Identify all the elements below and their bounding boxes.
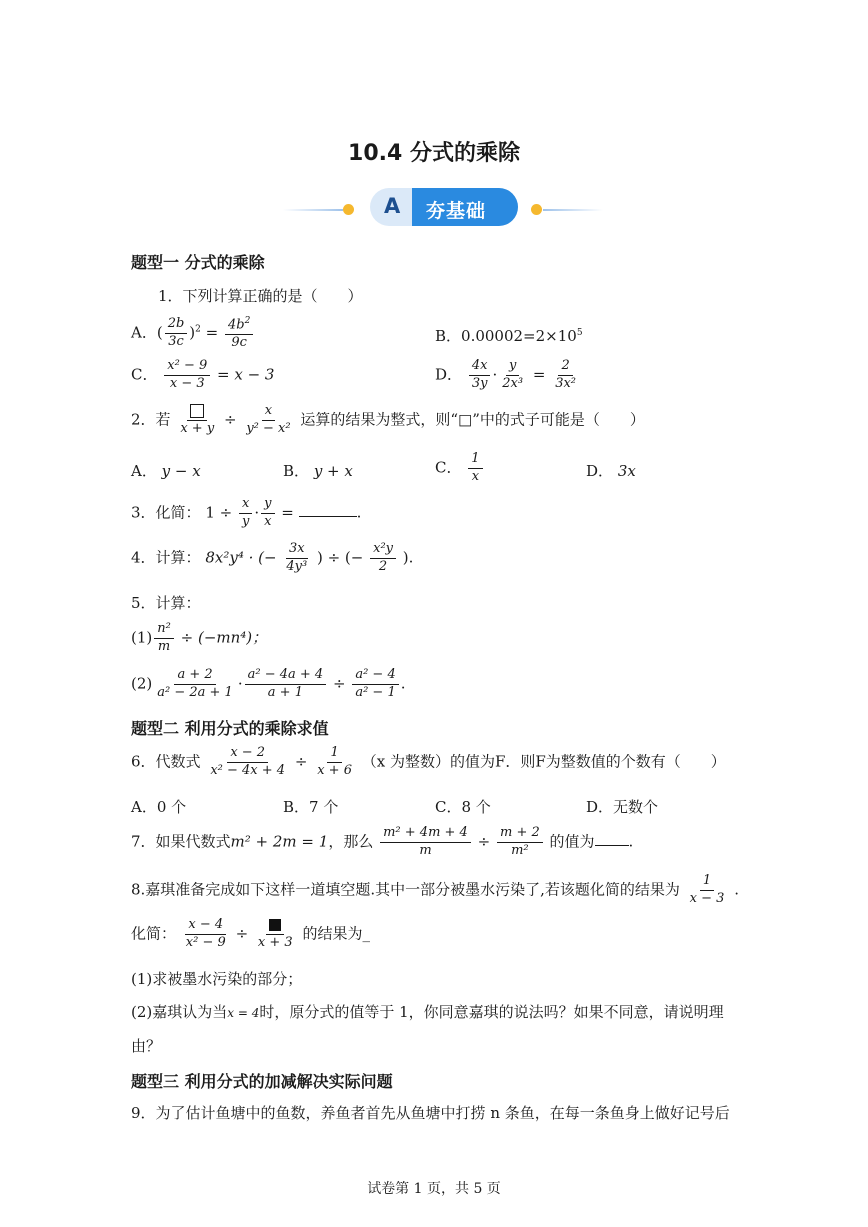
badge-letter: A xyxy=(384,194,401,218)
q6-option-c: C．8 个 xyxy=(435,798,491,816)
question-8-part-2: (2)嘉琪认为当x = 4时，原分式的值等于 1，你同意嘉琪的说法吗？如果不同意，请说明理 xyxy=(131,1003,724,1021)
answer-blank[interactable] xyxy=(595,833,629,846)
q1-option-d: D． $\frac{4x}{3y}$ · $\frac{y}{\text{2x³}}$ = $\frac{2}{\text{3x²}}$ xyxy=(435,358,577,391)
question-7: 7．如果代数式m² + 2m = 1，那么 $\frac{\text{m² + 4m + 4}}{m}$ ÷ $\frac{m + 2}{\text{m²}}$ 的值为 . xyxy=(131,825,634,858)
q2-option-b: B． y + x xyxy=(283,462,353,480)
question-1-stem: 1．下列计算正确的是（ ） xyxy=(158,287,363,305)
q2-option-d: D． 3x xyxy=(586,462,636,480)
page-footer: 试卷第 1 页，共 5 页 xyxy=(367,1181,501,1197)
question-8-expression: 化简： $\frac{x - 4}{\text{x² − 9}}$ ÷ x + 3 的结果为_ xyxy=(131,917,370,950)
question-8-line-1: 8.嘉琪准备完成如下这样一道填空题.其中一部分被墨水污染了,若该题化简的结果为 $\frac{1}{x - 3}$ . xyxy=(131,873,739,906)
question-2-stem: 2．若 x + y ÷ $\frac{x}{\text{y² − x²}}$ 运算的结果为整式，则“□”中的式子可能是（ ） xyxy=(131,403,645,437)
section-heading-1: 题型一 分式的乘除 xyxy=(131,253,265,272)
ink-stain-icon xyxy=(269,919,281,931)
question-3: 3．化简： 1 ÷ $\frac{x}{y}$ · $\frac{y}{x}$ = . xyxy=(131,496,362,529)
section-heading-3: 题型三 利用分式的加减解决实际问题 xyxy=(131,1072,393,1091)
q2-option-c: C． $\frac{1}{x}$ xyxy=(435,452,485,485)
page-title: 10.4 分式的乘除 xyxy=(348,141,520,166)
answer-blank[interactable] xyxy=(299,504,357,517)
question-8-part-1: (1)求被墨水污染的部分； xyxy=(131,970,303,988)
question-5-stem: 5．计算： xyxy=(131,594,201,612)
badge-dot-left xyxy=(343,204,354,215)
badge-text: 夯基础 xyxy=(426,200,487,222)
badge-dot-right xyxy=(531,204,542,215)
q6-option-b: B．7 个 xyxy=(283,798,339,816)
badge-line-right xyxy=(543,209,603,211)
question-4: 4．计算： 8x²y⁴ · (− $\frac{3x}{\text{4y³}}$ ) ÷ (− $\frac{\text{x²y}}{2}$ ). xyxy=(131,541,414,574)
q1-option-a: A．( $\frac{2b}{3c}$ )$^2$ = $\frac{4b^2}{9c}$ xyxy=(131,316,255,351)
question-8-part-2-cont: 由？ xyxy=(131,1037,162,1055)
question-6-stem: 6．代数式 $\frac{x - 2}{\text{x² − 4x + 4}}$ ÷ $\frac{1}{x + 6}$ （x 为整数）的值为F．则F为整数值的个数有（ ） xyxy=(131,745,726,778)
q1-option-c: C． $\frac{\text{x² − 9}}{x - 3}$ = x − 3 xyxy=(131,358,275,391)
q6-option-d: D．无数个 xyxy=(586,798,659,816)
question-5-part-2: (2) $\frac{a + 2}{\text{a² − 2a + 1}}$ · $\frac{\text{a² − 4a + 4}}{a + 1}$ ÷ $\frac{\text{a² − 4}}{\text{a² − 1}}$ . xyxy=(131,667,406,700)
question-5-part-1: (1) $\frac{\text{n²}}{m}$ ÷ (−mn⁴)； xyxy=(131,621,268,654)
q2-option-a: A． y − x xyxy=(131,462,201,480)
section-heading-2: 题型二 利用分式的乘除求值 xyxy=(131,719,329,738)
q6-option-a: A．0 个 xyxy=(131,798,187,816)
blank-square-icon xyxy=(190,404,204,418)
badge-line-left xyxy=(283,209,343,211)
question-9: 9．为了估计鱼塘中的鱼数，养鱼者首先从鱼塘中打捞 n 条鱼，在每一条鱼身上做好记号后 xyxy=(131,1104,730,1122)
q1-option-b: B．$0.00002=2\times 10^5$ xyxy=(435,327,583,345)
